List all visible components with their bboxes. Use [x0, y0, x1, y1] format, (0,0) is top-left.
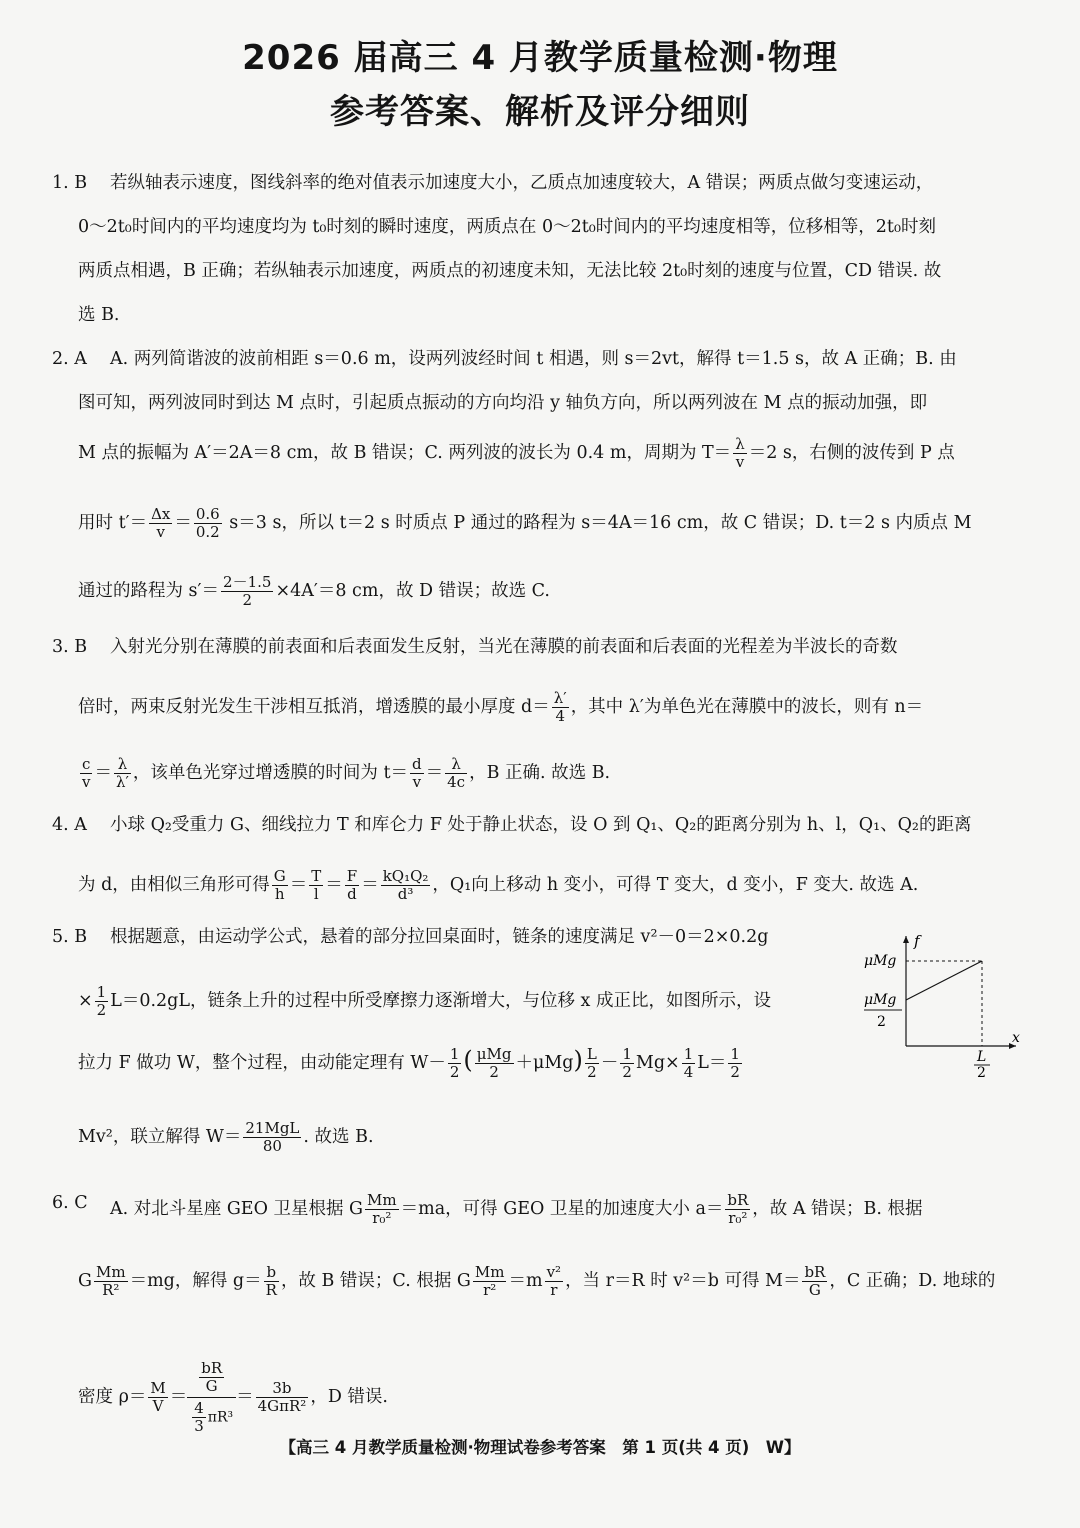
x-axis-label: x: [1012, 1030, 1020, 1046]
page-title: 2026 届高三 4 月教学质量检测·物理: [242, 38, 838, 78]
fraction: $\frac{Mm}{\text{r₀²}}$: [367, 1191, 397, 1227]
fraction: $\frac{\text{μMg}}{2}$: [476, 1045, 512, 1081]
answer-line: 密度 ρ＝ $\frac{M}{V}$ ＝ $\frac{bR}{G}$ $\frac{4}{3}$ πR³ ＝ $\frac{3b}{\text{4GπR²}}$ ，D 错误.: [78, 1359, 388, 1435]
fraction: $\frac{0.6}{0.2}$: [195, 505, 220, 541]
answer-line: 用时 t′＝ $\frac{\Delta x}{v}$ ＝ $\frac{0.6}{0.2}$ s＝3 s，所以 t＝2 s 时质点 P 通过的路程为 s＝4A＝16 cm，故 C 错误；D. t＝2 s 内质点 M: [78, 505, 972, 541]
answer-line: $\frac{c}{v}$ ＝ $\frac{\lambda}{\lambda'}$ ，该单色光穿过增透膜的时间为 t＝ $\frac{d}{v}$ ＝ $\frac{\lambda}{4c}$ ，B 正确. 故选 B.: [82, 755, 611, 791]
fraction: $\frac{1}{2}$: [96, 983, 107, 1019]
fraction: $\frac{\lambda'}{4}$: [553, 689, 567, 725]
friction-displacement-graph: [856, 928, 1026, 1078]
answer-line: 倍时，两束反射光发生干涉相互抵消，增透膜的最小厚度 d＝ $\frac{\lambda'}{4}$ ，其中 λ′为单色光在薄膜中的波长，则有 n＝: [78, 689, 924, 725]
page-subtitle: 参考答案、解析及评分细则: [330, 92, 750, 132]
answer-line: 根据题意，由运动学公式，悬着的部分拉回桌面时，链条的速度满足 v²－0＝2×0.2g: [110, 927, 769, 947]
fraction: $\frac{\lambda}{4c}$: [447, 755, 466, 791]
fraction: $\frac{bR}{G}$: [804, 1263, 826, 1299]
fraction: $\frac{Mm}{\text{r²}}$: [474, 1263, 505, 1299]
fraction: $\frac{b}{R}$: [265, 1263, 277, 1299]
fraction: $\frac{3b}{\text{4GπR²}}$: [257, 1379, 307, 1415]
fraction: $\frac{\lambda}{\lambda'}$: [115, 755, 129, 791]
answer-line: Mv²，联立解得 W＝ $\frac{\text{21MgL}}{80}$ . 故选 B.: [78, 1119, 374, 1155]
answer-number: 3. B: [52, 637, 88, 657]
answer-number: 4. A: [52, 815, 87, 835]
answer-number: 1. B: [52, 173, 88, 193]
fraction: $\frac{c}{v}$: [82, 755, 91, 791]
answer-line: 选 B.: [78, 305, 120, 325]
fraction: $\frac{bR}{G}$: [201, 1359, 223, 1395]
answer-line: 若纵轴表示速度，图线斜率的绝对值表示加速度大小，乙质点加速度较大，A 错误；两质点做匀变速运动，: [110, 173, 934, 193]
answer-line: 入射光分别在薄膜的前表面和后表面发生反射，当光在薄膜的前表面和后表面的光程差为半波长的奇数: [110, 637, 898, 657]
answer-line: M 点的振幅为 A′＝2A＝8 cm，故 B 错误；C. 两列波的波长为 0.4 m，周期为 T＝ $\frac{\lambda}{v}$ ＝2 s，右侧的波传到 P 点: [78, 435, 955, 471]
page-footer: 【高三 4 月教学质量检测·物理试卷参考答案 第 1 页(共 4 页) W】: [279, 1438, 801, 1457]
answer-line: G $\frac{Mm}{\text{R²}}$ ＝mg，解得 g＝ $\frac{b}{R}$ ，故 B 错误；C. 根据 G $\frac{Mm}{\text{r²}}$ ＝m $\frac{\text{v²}}{r}$ ，当 r＝R 时 v²＝b 可得 M＝ $\frac{bR}{G}$ ，C 正确；D. 地球的: [78, 1263, 996, 1299]
answer-line: 两质点相遇，B 正确；若纵轴表示加速度，两质点的初速度未知，无法比较 2t₀时刻的速度与位置，CD 错误. 故: [78, 261, 942, 281]
y-top-label: μMg: [864, 953, 897, 969]
fraction: $\frac{1}{2}$: [449, 1045, 460, 1081]
x-label-top: L: [977, 1049, 987, 1065]
fraction: $\frac{\text{kQ₁Q₂}}{\text{d³}}$: [382, 867, 429, 903]
answer-line: 通过的路程为 s′＝ $\frac{2-1.5}{2}$ ×4A′＝8 cm，故 D 错误；故选 C.: [78, 573, 550, 609]
answer-line: A. 两列简谐波的波前相距 s＝0.6 m，设两列波经时间 t 相遇，则 s＝2vt，解得 t＝1.5 s，故 A 正确；B. 由: [110, 349, 957, 369]
fraction: $\frac{1}{2}$: [730, 1045, 740, 1081]
answer-line: 图可知，两列波同时到达 M 点时，引起质点振动的方向均沿 y 轴负方向，所以两列波在 M 点的振动加强，即: [78, 393, 928, 413]
answer-line: A. 对北斗星座 GEO 卫星根据 G $\frac{Mm}{\text{r₀²}}$ ＝ma，可得 GEO 卫星的加速度大小 a＝ $\frac{bR}{\text{r₀²}}$ ，故 A 错误；B. 根据: [110, 1191, 923, 1227]
fraction: $\frac{2-1.5}{2}$: [223, 573, 272, 609]
fraction: $\frac{\lambda}{v}$: [735, 435, 745, 471]
fraction: $\frac{G}{h}$: [273, 867, 286, 903]
answer-number: 2. A: [52, 349, 87, 369]
fraction: $\frac{L}{2}$: [586, 1045, 597, 1081]
x-label-bot: 2: [977, 1065, 986, 1078]
y-axis-arrow: [903, 936, 909, 943]
fraction: $\frac{F}{d}$: [346, 867, 358, 903]
fraction: $\frac{\text{v²}}{r}$: [546, 1263, 562, 1299]
answer-number: 6. C: [52, 1193, 88, 1213]
fraction: $\frac{1}{4}$: [683, 1045, 694, 1081]
fraction: $\frac{bR}{\text{r₀²}}$: [727, 1191, 749, 1227]
answer-line: 拉力 F 做功 W，整个过程，由动能定理有 W－ $\frac{1}{2}$ ( $\frac{\text{μMg}}{2}$ ＋μMg) $\frac{L}{2}$ － $\frac{1}{2}$ Mg× $\frac{1}{4}$ L＝ $\frac{1}{2}$: [78, 1045, 740, 1081]
y-mid-label-top: μMg: [864, 992, 897, 1008]
fraction: $\frac{\Delta x}{v}$: [151, 505, 171, 541]
fraction: $\frac{1}{2}$: [622, 1045, 632, 1081]
answer-line: 0～2t₀时间内的平均速度均为 t₀时刻的瞬时速度，两质点在 0～2t₀时间内的平均速度相等，位移相等，2t₀时刻: [78, 217, 936, 237]
nested-fraction: $\frac{bR}{G}$ $\frac{4}{3}$ πR³: [187, 1360, 236, 1435]
answer-line: × $\frac{1}{2}$ L＝0.2gL，链条上升的过程中所受摩擦力逐渐增大，与位移 x 成正比，如图所示，设: [78, 983, 771, 1019]
answer-number: 5. B: [52, 927, 88, 947]
fraction: $\frac{M}{V}$: [150, 1379, 166, 1415]
friction-line: [906, 961, 982, 1000]
y-axis-label: f: [914, 932, 920, 950]
answer-line: 小球 Q₂受重力 G、细线拉力 T 和库仑力 F 处于静止状态，设 O 到 Q₁、Q₂的距离分别为 h、l，Q₁、Q₂的距离: [110, 815, 972, 835]
fraction: $\frac{T}{l}$: [311, 867, 322, 903]
fraction: $\frac{4}{3}$: [194, 1399, 204, 1435]
fraction: $\frac{\text{21MgL}}{80}$: [245, 1119, 300, 1155]
answer-line: 为 d，由相似三角形可得 $\frac{G}{h}$ ＝ $\frac{T}{l}$ ＝ $\frac{F}{d}$ ＝ $\frac{\text{kQ₁Q₂}}{\text{d³}}$ ，Q₁向上移动 h 变小，可得 T 变大，d 变小，F 变大. 故选 A.: [78, 867, 919, 903]
fraction: $\frac{d}{v}$: [412, 755, 422, 791]
fraction: $\frac{Mm}{\text{R²}}$: [95, 1263, 126, 1299]
y-mid-label-bot: 2: [877, 1014, 886, 1030]
